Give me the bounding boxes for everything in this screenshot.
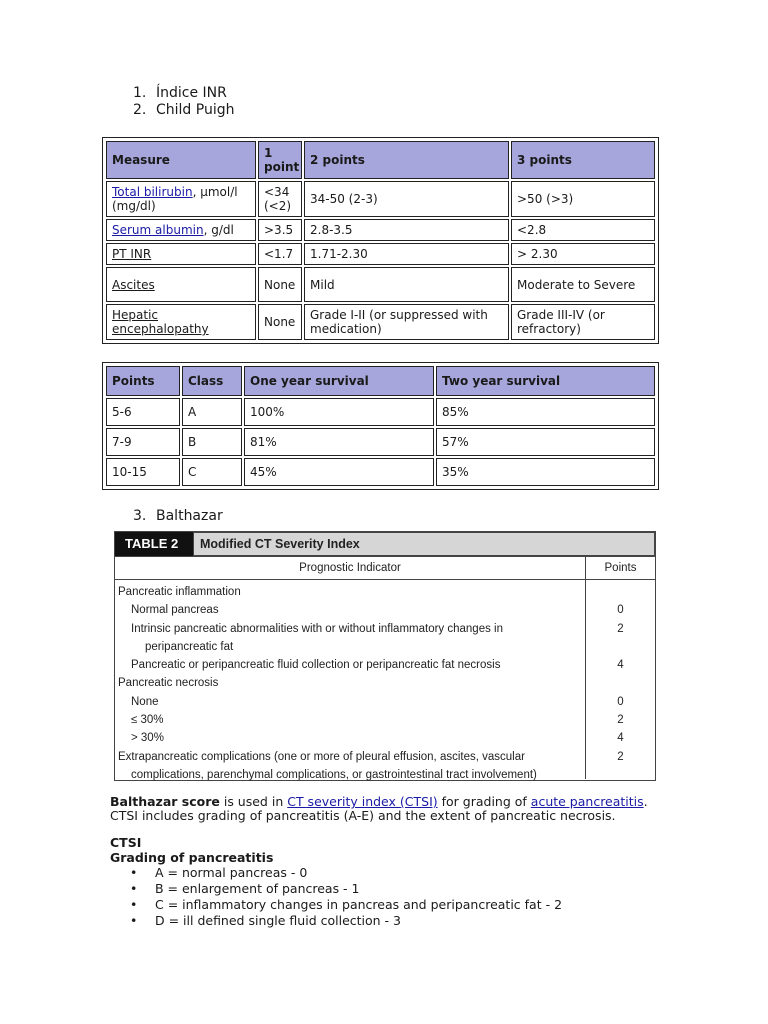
ct-indicator-row: None xyxy=(131,695,159,708)
ct-indicator-row: complications, parenchymal complications, or gastrointestinal tract involvement) xyxy=(131,768,537,781)
measure-cell: Total bilirubin, μmol/l (mg/dl) xyxy=(106,181,256,217)
hepatic-encephalopathy-link[interactable]: Hepatic encephalopathy xyxy=(112,308,209,336)
ct-indicator-row: Normal pancreas xyxy=(131,604,219,617)
table-row xyxy=(106,267,655,302)
numbered-list-top xyxy=(133,85,234,119)
cell: C xyxy=(182,458,242,486)
header-class: Class xyxy=(182,366,242,396)
ct-points-cell: 2 xyxy=(617,714,624,727)
header-2-points: 2 points xyxy=(304,141,509,179)
cell: 7-9 xyxy=(106,428,180,456)
ct-points-cell: 0 xyxy=(617,604,624,617)
cell: 100% xyxy=(244,398,434,426)
cell: 45% xyxy=(244,458,434,486)
header-1-point: 1 point xyxy=(258,141,302,179)
table-header-row xyxy=(106,366,655,396)
numbered-list-balthazar xyxy=(133,508,223,525)
table-row xyxy=(106,243,655,265)
table-row xyxy=(106,181,655,217)
ct-table-title xyxy=(115,532,655,557)
ct-points-cell: 4 xyxy=(617,732,624,745)
cell: <2.8 xyxy=(511,219,655,241)
grading-bullet-list xyxy=(130,865,562,929)
cell: Mild xyxy=(304,267,509,302)
cell: 10-15 xyxy=(106,458,180,486)
header-3-points: 3 points xyxy=(511,141,655,179)
grading-heading: Grading of pancreatitis xyxy=(110,850,274,865)
ct-indicator-row: Pancreatic necrosis xyxy=(118,677,219,690)
cell: <1.7 xyxy=(258,243,302,265)
ct-points-cell xyxy=(586,638,655,656)
cell: 57% xyxy=(436,428,655,456)
ct-indicator-row: Intrinsic pancreatic abnormalities with or without inflammatory changes in xyxy=(131,622,503,635)
ascites-link[interactable]: Ascites xyxy=(112,277,155,292)
ct-indicator-row: > 30% xyxy=(131,732,164,745)
ct-points-cell xyxy=(586,766,655,784)
ct-points-cell: 4 xyxy=(617,659,624,672)
cell: >50 (>3) xyxy=(511,181,655,217)
list-item: • C = inflammatory changes in pancreas and peripancreatic fat - 2 xyxy=(130,897,563,912)
ct-indicator-row: Pancreatic or peripancreatic fluid collection or peripancreatic fat necrosis xyxy=(131,659,501,672)
ct-points-cell xyxy=(586,583,655,601)
cell: 1.71-2.30 xyxy=(304,243,509,265)
cell: >3.5 xyxy=(258,219,302,241)
cell: <34 (<2) xyxy=(258,181,302,217)
measure-cell: Serum albumin, g/dl xyxy=(106,219,256,241)
table-label: TABLE 2 xyxy=(115,532,193,556)
table-row xyxy=(106,398,655,426)
ct-points-cell: 2 xyxy=(617,750,624,763)
ct-points-cell: 0 xyxy=(617,695,624,708)
header-one-year-survival: One year survival xyxy=(244,366,434,396)
ct-table-header xyxy=(115,557,655,580)
points-column xyxy=(586,580,655,779)
cell: 34-50 (2-3) xyxy=(304,181,509,217)
table-row xyxy=(106,428,655,456)
ct-points-cell xyxy=(586,674,655,692)
measure-cell xyxy=(106,243,256,265)
indicator-column xyxy=(115,580,586,779)
ct-indicator-row: ≤ 30% xyxy=(131,714,164,727)
list-item: • B = enlargement of pancreas - 1 xyxy=(130,881,360,896)
list-item: 2. Child Puigh xyxy=(133,102,235,118)
header-points: Points xyxy=(604,562,637,574)
pt-inr-link[interactable]: PT INR xyxy=(112,247,152,261)
list-item: • D = ill defined single fluid collection - 3 xyxy=(130,913,401,928)
cell: B xyxy=(182,428,242,456)
cell: 2.8-3.5 xyxy=(304,219,509,241)
cell: None xyxy=(258,267,302,302)
cell: > 2.30 xyxy=(511,243,655,265)
ct-indicator-row: peripancreatic fat xyxy=(145,640,234,653)
table-row xyxy=(106,458,655,486)
child-pugh-table xyxy=(102,137,659,344)
cell: 81% xyxy=(244,428,434,456)
header-prognostic-indicator: Prognostic Indicator xyxy=(115,557,586,579)
header-points: Points xyxy=(106,366,180,396)
serum-albumin-link[interactable]: Serum albumin xyxy=(112,223,204,237)
list-item: • A = normal pancreas - 0 xyxy=(130,865,308,880)
table-caption: Modified CT Severity Index xyxy=(193,532,655,556)
table-row xyxy=(106,219,655,241)
total-bilirubin-link[interactable]: Total bilirubin xyxy=(112,185,193,199)
balthazar-paragraph: Balthazar score is used in CT severity index (CTSI) for grading of acute pancreatitis. CTSI includes grading of pancreatitis (A-E) and the extent of pancreatic necrosis. xyxy=(110,794,648,823)
table-row xyxy=(106,304,655,340)
ct-indicator-row: Extrapancreatic complications (one or more of pleural effusion, ascites, vascular xyxy=(118,750,525,763)
ct-severity-index-table xyxy=(114,531,656,781)
cell: 5-6 xyxy=(106,398,180,426)
measure-cell xyxy=(106,304,256,340)
ct-indicator-row: Pancreatic inflammation xyxy=(118,586,241,598)
ct-table-body xyxy=(115,580,655,779)
cell: Grade I-II (or suppressed with medication) xyxy=(304,304,509,340)
measure-cell xyxy=(106,267,256,302)
acute-pancreatitis-link[interactable]: acute pancreatitis xyxy=(530,794,644,809)
cell: None xyxy=(258,304,302,340)
cell: 85% xyxy=(436,398,655,426)
cell: Grade III-IV (or refractory) xyxy=(511,304,655,340)
ctsi-heading: CTSI xyxy=(110,835,142,850)
survival-table xyxy=(102,362,659,490)
list-item: 3. Balthazar xyxy=(133,508,223,524)
cell: A xyxy=(182,398,242,426)
cell: Moderate to Severe xyxy=(511,267,655,302)
table-header-row xyxy=(106,141,655,179)
list-item: 1. Índice INR xyxy=(133,85,227,101)
header-measure: Measure xyxy=(106,141,256,179)
ct-points-cell: 2 xyxy=(617,622,624,635)
balthazar-score-bold: Balthazar score xyxy=(110,794,220,809)
ctsi-link[interactable]: CT severity index (CTSI) xyxy=(287,794,438,809)
cell: 35% xyxy=(436,458,655,486)
header-two-year-survival: Two year survival xyxy=(436,366,655,396)
